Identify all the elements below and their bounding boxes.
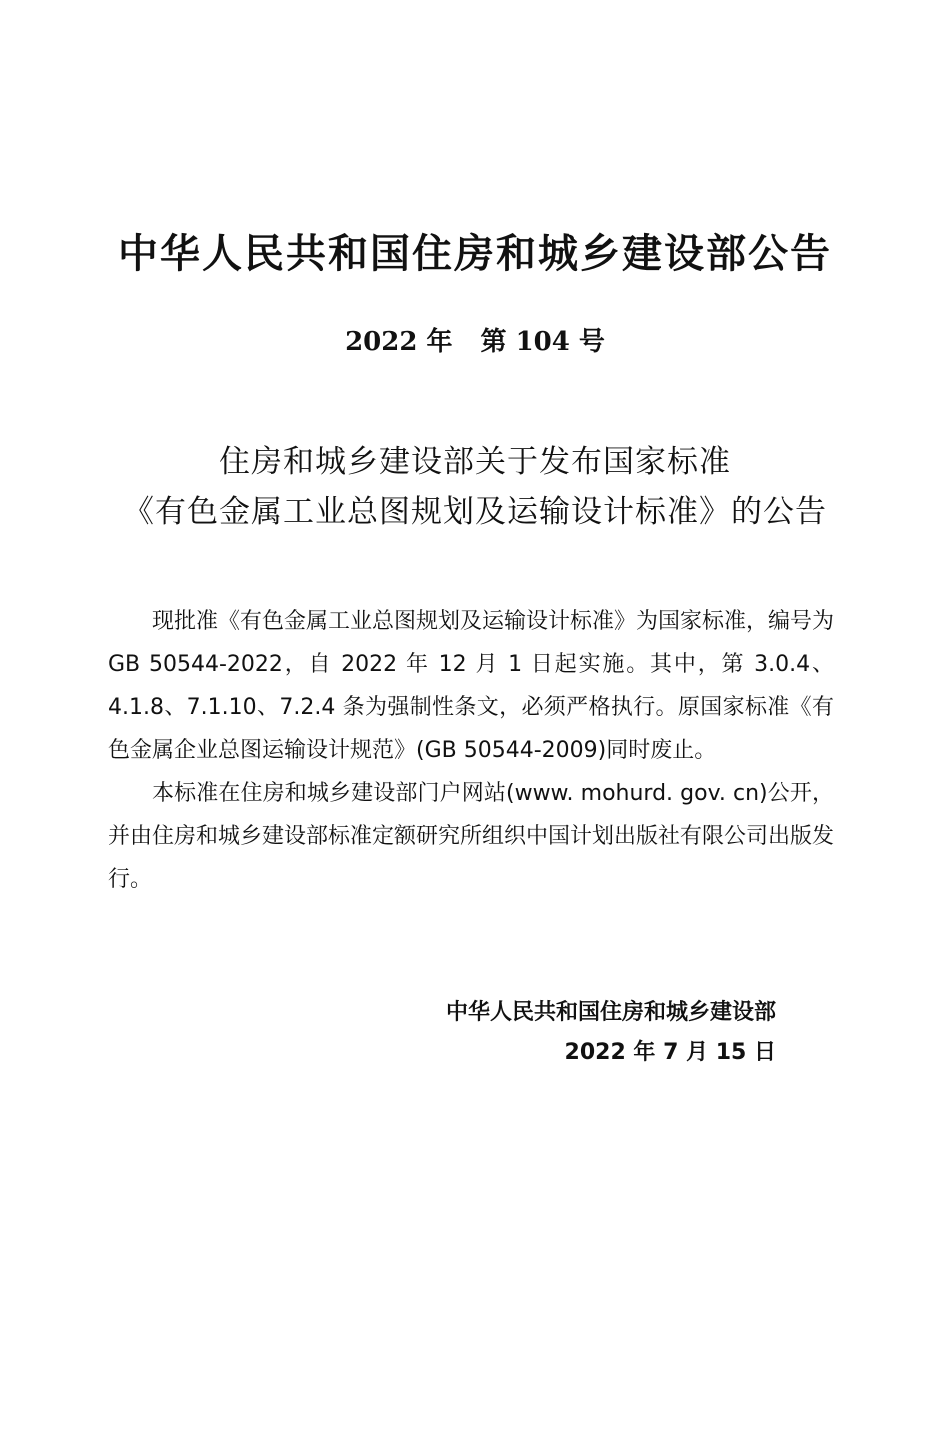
page-title: 中华人民共和国住房和城乡建设部公告 xyxy=(118,231,832,277)
signature-organization: 中华人民共和国住房和城乡建设部 xyxy=(445,1000,776,1025)
announcement-year: 2022 年 xyxy=(345,327,453,357)
subject-line-2: 《有色金属工业总图规划及运输设计标准》的公告 xyxy=(123,494,827,530)
announcement-number xyxy=(0,322,950,362)
announcement-body xyxy=(108,600,834,901)
signature-date: 2022 年 7 月 15 日 xyxy=(564,1040,776,1065)
body-paragraph-2: 本标准在住房和城乡建设部门户网站(www. mohurd. gov. cn)公开，并由住房和城乡建设部标准定额研究所组织中国计划出版社有限公司出版发行。 xyxy=(108,781,835,892)
body-paragraph-1: 现批准《有色金属工业总图规划及运输设计标准》为国家标准，编号为 GB 50544-2022，自 2022 年 12 月 1 日起实施。其中，第 3.0.4、4.1.8、7.1.10、7.2.4 条为强制性条文，必须严格执行。原国家标准《有色金属企业总图运输设计规范》(GB 50544-2009)同时废止。 xyxy=(108,609,835,763)
announcement-serial: 第 104 号 xyxy=(480,327,605,357)
subject-line-1: 住房和城乡建设部关于发布国家标准 xyxy=(219,444,731,480)
